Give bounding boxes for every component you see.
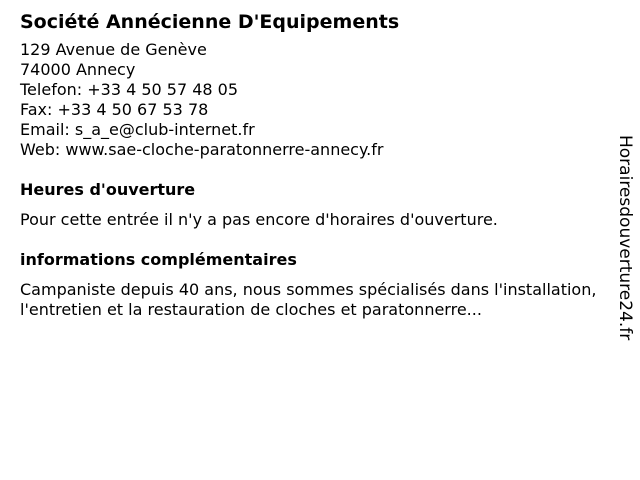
opening-hours-text: Pour cette entrée il n'y a pas encore d'horaires d'ouverture.	[20, 210, 498, 229]
opening-hours-heading: Heures d'ouverture	[20, 180, 196, 199]
business-name: Société Annécienne D'Equipements	[20, 11, 400, 33]
phone-line: Telefon: +33 4 50 57 48 05	[20, 80, 239, 99]
street-address: 129 Avenue de Genève	[20, 40, 207, 59]
web-line: Web: www.sae-cloche-paratonnerre-annecy.fr	[20, 140, 384, 159]
site-watermark: Horairesdouverture24.fr	[615, 135, 635, 341]
additional-info-heading: informations complémentaires	[20, 250, 297, 269]
address-block	[20, 40, 600, 160]
postal-city: 74000 Annecy	[20, 60, 136, 79]
additional-info-text: Campaniste depuis 40 ans, nous sommes spécialisés dans l'installation, l'entretien et la restauration de cloches et paratonnerre...	[20, 280, 597, 319]
email-line: Email: s_a_e@club-internet.fr	[20, 120, 255, 139]
fax-line: Fax: +33 4 50 67 53 78	[20, 100, 209, 119]
business-card	[20, 8, 600, 320]
